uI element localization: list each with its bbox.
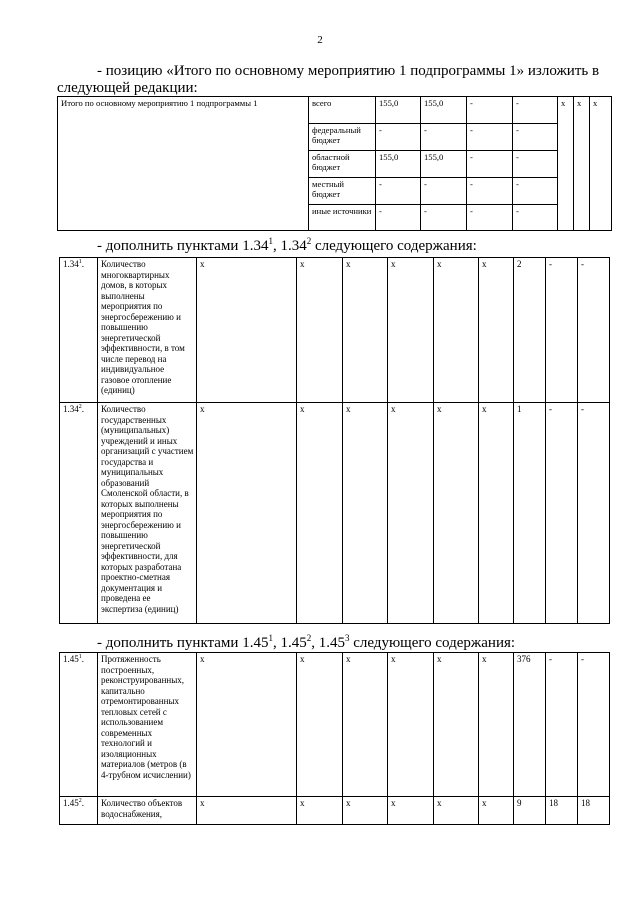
value-cell: - xyxy=(546,403,578,624)
section1-heading-line1: - позицию «Итого по основному мероприятию 1 подпрограммы 1» изложить в xyxy=(97,63,600,79)
value-cell: x xyxy=(479,258,514,403)
value-cell: - xyxy=(376,178,421,205)
value-cell: - xyxy=(421,124,467,151)
value-cell: 1 xyxy=(514,403,546,624)
table-row xyxy=(58,97,612,124)
value-cell: - xyxy=(467,97,513,124)
value-cell: - xyxy=(546,258,578,403)
value-cell: 155,0 xyxy=(421,151,467,178)
value-cell: x xyxy=(479,403,514,624)
value-cell: - xyxy=(467,205,513,231)
value-cell: x xyxy=(434,653,479,797)
value-cell: 155,0 xyxy=(421,97,467,124)
value-cell: x xyxy=(388,403,434,624)
value-cell: x xyxy=(197,653,297,797)
value-cell: 18 xyxy=(578,797,610,825)
section1-title: Итого по основному мероприятию 1 подпрограммы 1 xyxy=(58,97,309,231)
value-cell: 2 xyxy=(514,258,546,403)
value-cell: - xyxy=(376,124,421,151)
value-cell: x xyxy=(388,258,434,403)
funding-source: федеральный бюджет xyxy=(309,124,376,151)
funding-source: всего xyxy=(309,97,376,124)
table-row xyxy=(60,258,610,403)
value-cell: x xyxy=(197,258,297,403)
value-cell: 155,0 xyxy=(376,151,421,178)
value-cell: - xyxy=(467,178,513,205)
x-cell: x xyxy=(558,97,574,231)
value-cell: - xyxy=(578,258,610,403)
row-number: 1.45$^1$. xyxy=(60,653,98,797)
value-cell: 376 xyxy=(514,653,546,797)
page-number: 2 xyxy=(317,34,323,46)
section2-heading: - дополнить пунктами 1.34$^1$, 1.34$^2$ следующего содержания: xyxy=(97,236,477,254)
indicator-name: Количество объектов водоснабжения, xyxy=(98,797,197,825)
x-cell: x xyxy=(590,97,612,231)
x-cell: x xyxy=(574,97,590,231)
section1-table xyxy=(57,96,612,231)
funding-source: местный бюджет xyxy=(309,178,376,205)
value-cell: - xyxy=(467,151,513,178)
table-row xyxy=(60,653,610,797)
value-cell: 18 xyxy=(546,797,578,825)
value-cell: x xyxy=(434,797,479,825)
funding-source: областной бюджет xyxy=(309,151,376,178)
row-number: 1.45$^2$. xyxy=(60,797,98,825)
table-row xyxy=(60,797,610,825)
value-cell: 9 xyxy=(514,797,546,825)
value-cell: x xyxy=(343,403,388,624)
value-cell: - xyxy=(513,97,558,124)
indicator-name: Количество государственных (муниципальных) учреждений и иных организаций с участием государства и муниципальных образований Смоленской области, в которых выполнены мероприятия по энергосбережению и повышению энергетической эффективности, для которых разработана проектно-сметная документация и проведена ее экспертиза (единиц) xyxy=(98,403,197,624)
value-cell: - xyxy=(513,151,558,178)
value-cell: - xyxy=(513,205,558,231)
value-cell: - xyxy=(421,205,467,231)
indicator-name: Протяженность построенных, реконструированных, капитально отремонтированных тепловых сетей с использованием современных технологий и изоляционных материалов (метров (в 4-трубном исчислении) xyxy=(98,653,197,797)
value-cell: - xyxy=(421,178,467,205)
funding-source: иные источники xyxy=(309,205,376,231)
value-cell: - xyxy=(578,653,610,797)
section3-table xyxy=(59,652,610,825)
value-cell: x xyxy=(434,403,479,624)
value-cell: x xyxy=(297,653,343,797)
value-cell: - xyxy=(376,205,421,231)
value-cell: x xyxy=(343,258,388,403)
section3-heading: - дополнить пунктами 1.45$^1$, 1.45$^2$, 1.45$^3$ следующего содержания: xyxy=(97,633,516,651)
section1-heading-line2: следующей редакции: xyxy=(57,80,198,96)
value-cell: 155,0 xyxy=(376,97,421,124)
row-number: 1.34$^2$. xyxy=(60,403,98,624)
value-cell: x xyxy=(343,797,388,825)
value-cell: - xyxy=(578,403,610,624)
section2-table xyxy=(59,257,610,624)
value-cell: x xyxy=(297,258,343,403)
value-cell: - xyxy=(513,124,558,151)
value-cell: x xyxy=(343,653,388,797)
table-row xyxy=(60,403,610,624)
value-cell: x xyxy=(479,797,514,825)
value-cell: x xyxy=(434,258,479,403)
value-cell: x xyxy=(297,797,343,825)
value-cell: x xyxy=(388,653,434,797)
value-cell: x xyxy=(297,403,343,624)
row-number: 1.34$^1$. xyxy=(60,258,98,403)
value-cell: - xyxy=(467,124,513,151)
value-cell: x xyxy=(388,797,434,825)
value-cell: - xyxy=(513,178,558,205)
value-cell: x xyxy=(479,653,514,797)
value-cell: x xyxy=(197,403,297,624)
value-cell: x xyxy=(197,797,297,825)
indicator-name: Количество многоквартирных домов, в которых выполнены мероприятия по энергосбережению и повышению энергетической эффективности, в том числе перевод на индивидуальное газовое отопление (единиц) xyxy=(98,258,197,403)
value-cell: - xyxy=(546,653,578,797)
